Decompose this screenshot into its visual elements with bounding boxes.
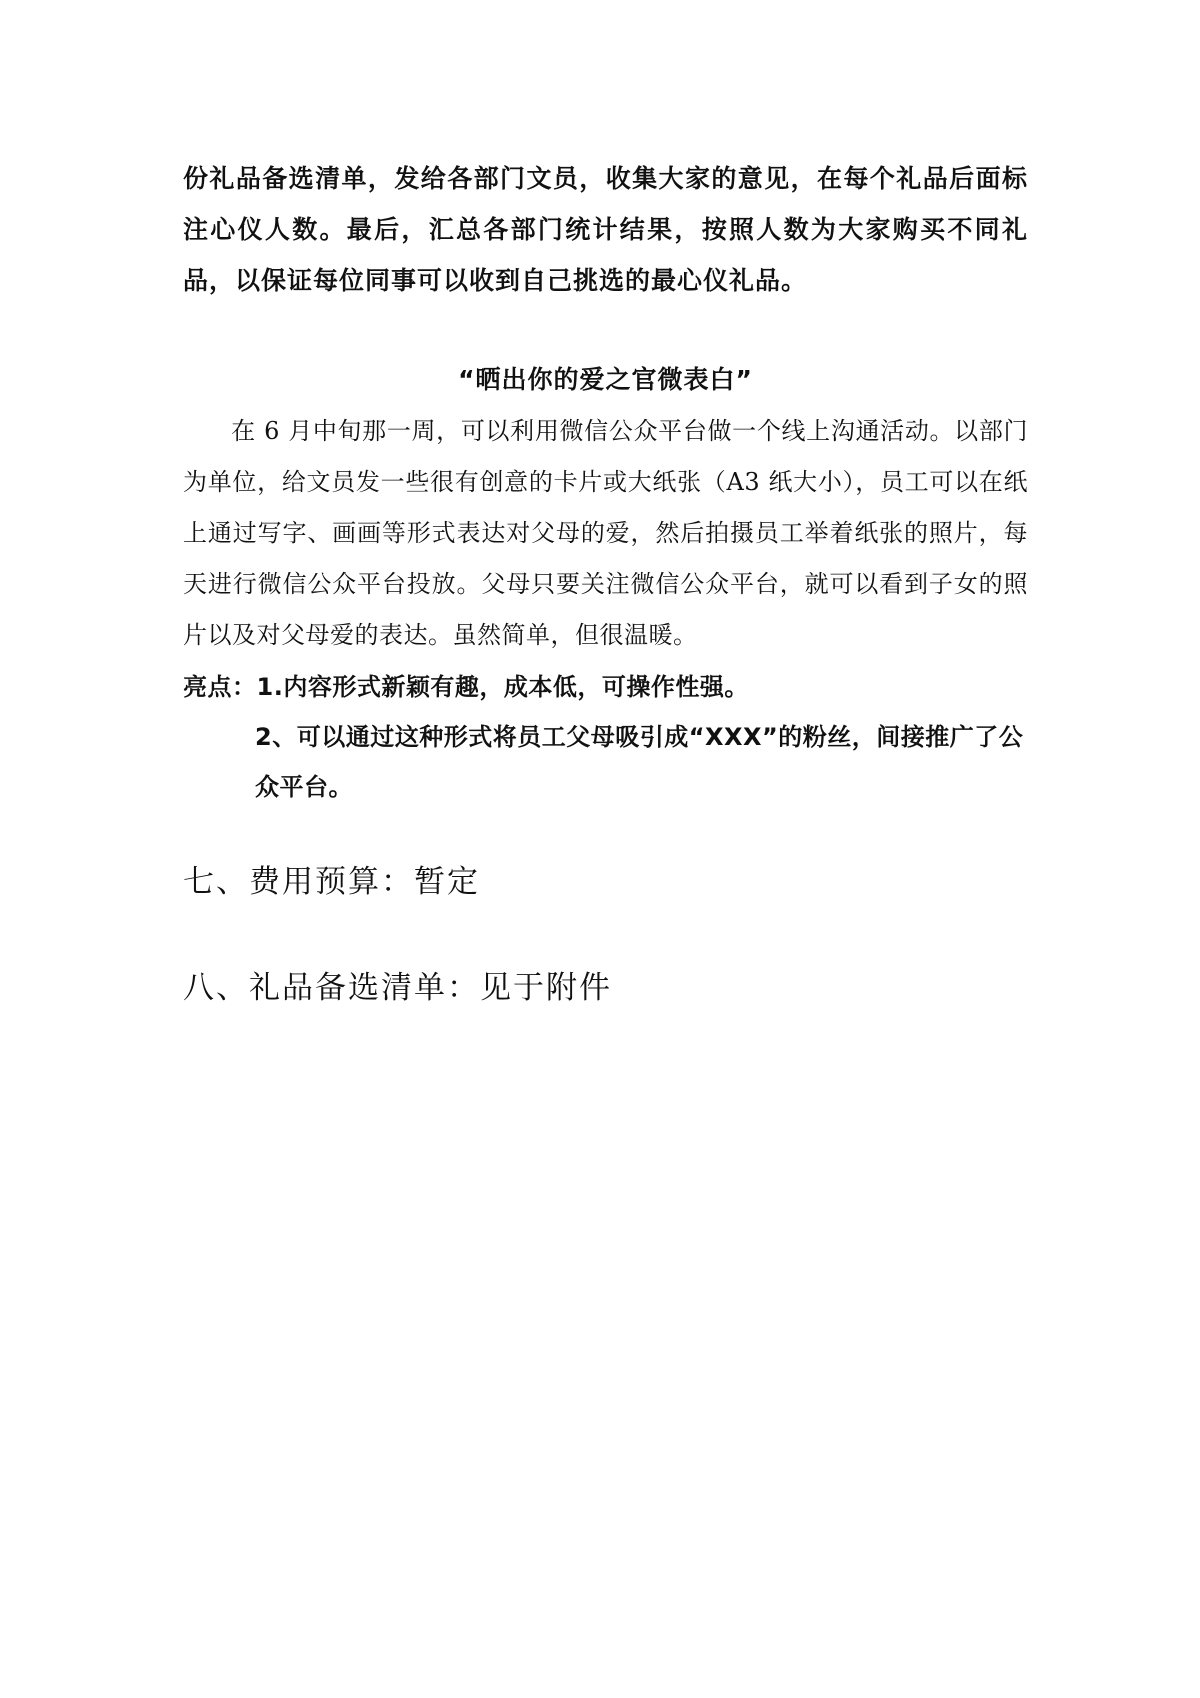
highlight-2: 2、可以通过这种形式将员工父母吸引成“XXX”的粉丝，间接推广了公众平台。	[255, 723, 1024, 801]
gift-list-heading: 八、礼品备选清单：见于附件	[183, 970, 612, 1006]
highlights	[183, 662, 1028, 812]
activity-title: “晒出你的爱之官微表白”	[458, 365, 753, 394]
highlight-2-wrapper	[183, 712, 1028, 812]
activity-paragraph	[183, 406, 1028, 661]
activity-paragraph-text: 在 6 月中旬那一周，可以利用微信公众平台做一个线上沟通活动。以部门为单位，给文员发一些很有创意的卡片或大纸张（A3 纸大小），员工可以在纸上通过写字、画画等形式表达对父母的爱，然后拍摄员工举着纸张的照片，每天进行微信公众平台投放。父母只要关注微信公众平台，就可以看到子女的照片以及对父母爱的表达。虽然简单，但很温暖。	[183, 417, 1028, 649]
highlight-1: 亮点：1.内容形式新颖有趣，成本低，可操作性强。	[183, 673, 749, 701]
budget-heading: 七、费用预算：暂定	[183, 864, 480, 900]
intro-paragraph: 份礼品备选清单，发给各部门文员，收集大家的意见，在每个礼品后面标注心仪人数。最后，汇总各部门统计结果，按照人数为大家购买不同礼品，以保证每位同事可以收到自己挑选的最心仪礼品。	[183, 164, 1028, 295]
